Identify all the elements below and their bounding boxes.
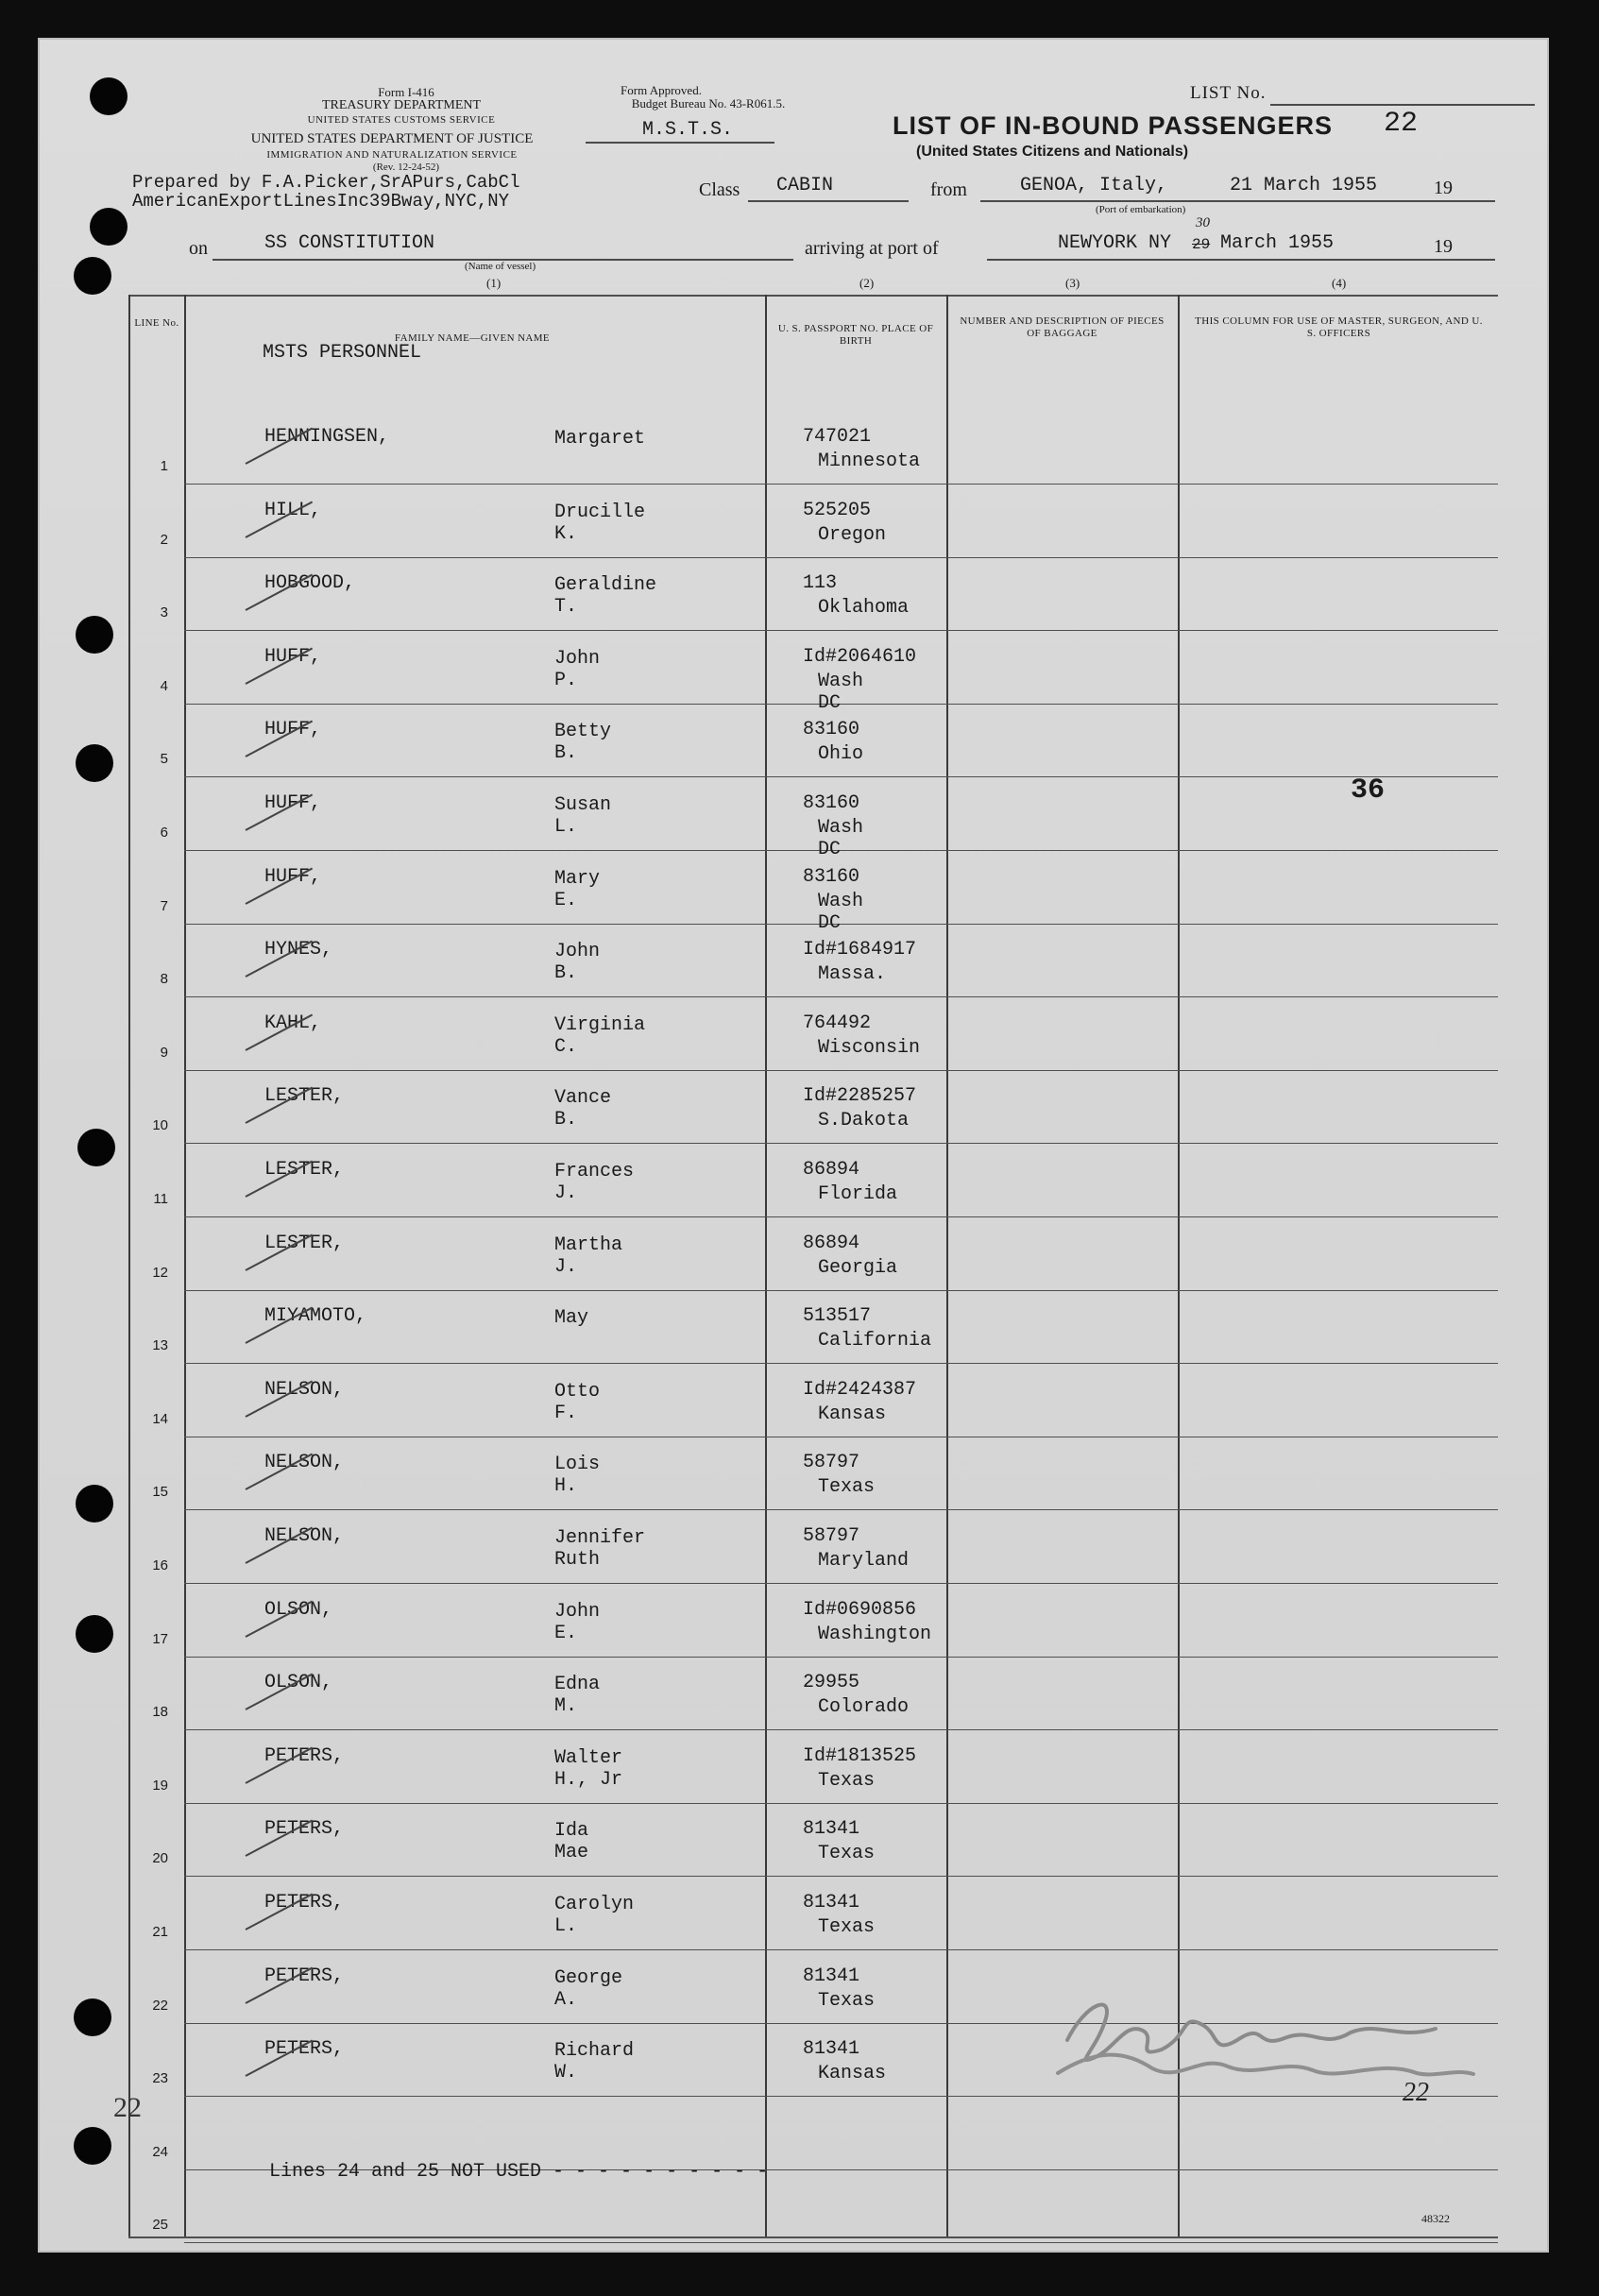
- row-divider: [184, 1509, 1498, 1510]
- col-num-2: (2): [859, 276, 875, 290]
- family-name: MIYAMOTO,: [264, 1305, 367, 1328]
- form-revision: (Rev. 12-24-52): [372, 162, 440, 173]
- punch-hole: [76, 1615, 113, 1653]
- passport-number: 747021: [803, 426, 872, 448]
- family-name: NELSON,: [264, 1378, 345, 1401]
- given-name: Lois H.: [554, 1454, 601, 1498]
- col-num-3: (3): [1065, 276, 1080, 290]
- passport-number: 525205: [803, 499, 872, 521]
- document-subtitle: (United States Citizens and Nationals): [916, 144, 1189, 160]
- line-number: 14: [152, 1410, 168, 1427]
- row-divider: [184, 1729, 1498, 1730]
- given-name: Richard W.: [554, 2040, 635, 2084]
- row-divider: [184, 1143, 1498, 1144]
- place-of-birth: Maryland: [818, 1550, 910, 1572]
- col-num-4: (4): [1332, 276, 1347, 290]
- given-name: John P.: [554, 647, 601, 691]
- row-divider: [184, 1363, 1498, 1364]
- col-header-passport: U. S. PASSPORT NO. PLACE OF BIRTH: [777, 323, 934, 347]
- passport-number: Id#1684917: [803, 939, 917, 961]
- line-number: 12: [152, 1264, 168, 1281]
- line-number: 5: [160, 751, 168, 768]
- document-title: LIST OF IN-BOUND PASSENGERS: [893, 111, 1334, 140]
- row-divider: [184, 1216, 1498, 1217]
- family-name: PETERS,: [264, 1744, 345, 1767]
- treasury-dept: TREASURY DEPARTMENT: [321, 98, 482, 112]
- class-value: CABIN: [776, 175, 834, 196]
- family-name: PETERS,: [264, 1964, 345, 1987]
- family-name: HUFF,: [264, 865, 322, 888]
- group-heading: MSTS PERSONNEL: [263, 342, 422, 364]
- line-number: 22: [152, 1997, 168, 2014]
- given-name: Otto F.: [554, 1380, 601, 1424]
- place-of-birth: Wisconsin: [818, 1036, 921, 1059]
- col-divider-name: [765, 295, 767, 2236]
- line-number: 8: [160, 971, 168, 988]
- list-no-line: [1270, 104, 1535, 106]
- class-line: [748, 200, 909, 202]
- line-number: 15: [152, 1484, 168, 1501]
- row-divider: [184, 1070, 1498, 1071]
- line-number: 25: [152, 2217, 168, 2234]
- prepared-by: Prepared by F.A.Picker,SrAPurs,CabCl: [132, 172, 520, 193]
- row-divider: [184, 630, 1498, 631]
- given-name: Martha J.: [554, 1233, 623, 1278]
- place-of-birth: S.Dakota: [818, 1110, 910, 1132]
- table-left-border: [128, 295, 130, 2236]
- place-of-birth: Washington: [818, 1623, 932, 1645]
- punch-hole: [76, 744, 113, 782]
- line-number: 9: [160, 1044, 168, 1061]
- arrival-date: March 1955: [1220, 232, 1335, 254]
- passport-number: 29955: [803, 1672, 860, 1694]
- row-divider: [184, 1949, 1498, 1950]
- family-name: PETERS,: [264, 2038, 345, 2061]
- passport-number: 83160: [803, 719, 860, 741]
- family-name: HUFF,: [264, 792, 322, 814]
- place-of-birth: Florida: [818, 1183, 898, 1205]
- punch-hole: [76, 1485, 113, 1522]
- given-name: Drucille K.: [554, 501, 646, 545]
- line-number: 4: [160, 677, 168, 694]
- row-divider: [184, 557, 1498, 558]
- passport-number: 58797: [803, 1525, 860, 1547]
- officer-signature: [1039, 1983, 1492, 2087]
- given-name: Vance B.: [554, 1087, 612, 1131]
- margin-page-mark: 22: [113, 2092, 142, 2123]
- given-name: John B.: [554, 941, 601, 985]
- document-page: [38, 38, 1549, 2253]
- punch-hole: [76, 616, 113, 654]
- row-divider: [184, 2242, 1498, 2243]
- given-name: Carolyn L.: [554, 1894, 635, 1937]
- arriving-port: NEWYORK NY: [1058, 232, 1172, 254]
- passport-number: Id#2424387: [803, 1378, 917, 1401]
- arrival-year-suffix: 19: [1434, 236, 1453, 257]
- arriving-line: [987, 259, 1495, 261]
- punch-hole: [74, 2127, 111, 2165]
- prepared-by-company: AmericanExportLinesInc39Bway,NYC,NY: [132, 191, 510, 212]
- punch-hole: [90, 208, 128, 246]
- place-of-birth: Kansas: [818, 1403, 887, 1425]
- from-port: GENOA, Italy,: [1020, 175, 1168, 196]
- given-name: Frances J.: [554, 1161, 635, 1204]
- row-divider: [184, 1657, 1498, 1658]
- passport-number: 81341: [803, 1818, 860, 1841]
- family-name: HOBGOOD,: [264, 572, 356, 595]
- place-of-birth: Ohio: [818, 743, 864, 766]
- row-divider: [184, 1803, 1498, 1804]
- place-of-birth: Georgia: [818, 1256, 898, 1279]
- col-header-baggage: NUMBER AND DESCRIPTION OF PIECES OF BAGGAGE: [960, 315, 1165, 339]
- given-name: Ida Mae: [554, 1820, 589, 1864]
- arrival-day-struck: 29: [1192, 236, 1211, 253]
- given-name: John E.: [554, 1600, 601, 1644]
- customs-service: UNITED STATES CUSTOMS SERVICE: [307, 114, 496, 126]
- given-name: Jennifer Ruth: [554, 1527, 646, 1571]
- line-number: 11: [153, 1191, 168, 1207]
- given-name: Virginia C.: [554, 1013, 646, 1058]
- line-number: 21: [152, 1924, 168, 1940]
- line-number: 19: [152, 1777, 168, 1794]
- passport-number: Id#1813525: [803, 1744, 917, 1767]
- place-of-birth: Oklahoma: [818, 597, 910, 620]
- punch-hole: [74, 1998, 111, 2036]
- col-header-name: FAMILY NAME—GIVEN NAME: [394, 332, 551, 344]
- line-number: 17: [152, 1630, 168, 1647]
- place-of-birth: Texas: [818, 1916, 876, 1938]
- line-number: 3: [160, 604, 168, 621]
- from-date: 21 March 1955: [1230, 175, 1378, 196]
- given-name: Edna M.: [554, 1674, 601, 1718]
- line-number: 6: [160, 825, 168, 841]
- line-number: 16: [152, 1557, 168, 1573]
- passport-number: 58797: [803, 1452, 860, 1474]
- signature-mark: 22: [1403, 2078, 1429, 2107]
- passport-number: Id#2064610: [803, 645, 917, 668]
- port-embark-note: (Port of embarkation): [1096, 204, 1186, 215]
- line-number: 7: [160, 897, 168, 914]
- punch-hole: [77, 1129, 115, 1166]
- family-name: NELSON,: [264, 1452, 345, 1474]
- col-header-officers: THIS COLUMN FOR USE OF MASTER, SURGEON, AND U. S. OFFICERS: [1195, 315, 1483, 339]
- budget-bureau: Budget Bureau No. 43-R061.5.: [631, 96, 786, 111]
- line-number: 10: [152, 1117, 168, 1134]
- col-divider-baggage: [1178, 295, 1180, 2236]
- place-of-birth: Colorado: [818, 1696, 910, 1719]
- col-divider-passport: [946, 295, 948, 2236]
- list-no-label: LIST No.: [1190, 83, 1267, 103]
- passport-number: 86894: [803, 1232, 860, 1254]
- passport-number: 83160: [803, 792, 860, 814]
- place-of-birth: Kansas: [818, 2063, 887, 2085]
- form-code: 48322: [1421, 2212, 1450, 2225]
- vessel-note: (Name of vessel): [465, 261, 536, 272]
- row-divider: [184, 1876, 1498, 1877]
- family-name: OLSON,: [264, 1598, 333, 1621]
- family-name: LESTER,: [264, 1085, 345, 1108]
- line-number: 18: [152, 1704, 168, 1721]
- col-divider-line-no: [184, 295, 186, 2236]
- list-number: 22: [1384, 108, 1419, 140]
- row-divider: [184, 1290, 1498, 1291]
- row-divider: [184, 2096, 1498, 2097]
- family-name: HYNES,: [264, 939, 333, 961]
- family-name: PETERS,: [264, 1892, 345, 1913]
- col-header-line-no: LINE No.: [134, 317, 179, 329]
- count-stamp: 36: [1351, 774, 1386, 807]
- passport-number: 81341: [803, 1892, 860, 1913]
- line-number: 1: [160, 458, 168, 474]
- line-number: 20: [152, 1850, 168, 1867]
- given-name: Mary E.: [554, 867, 601, 911]
- row-divider: [184, 776, 1498, 777]
- family-name: HUFF,: [264, 645, 322, 668]
- arriving-label: arriving at port of: [805, 238, 939, 259]
- family-name: KAHL,: [264, 1012, 322, 1034]
- from-year-suffix: 19: [1434, 178, 1453, 198]
- ins-service: IMMIGRATION AND NATURALIZATION SERVICE: [266, 149, 518, 161]
- row-divider: [184, 1583, 1498, 1584]
- given-name: May: [554, 1307, 589, 1330]
- place-of-birth: Massa.: [818, 963, 887, 986]
- family-name: LESTER,: [264, 1232, 345, 1254]
- passport-number: 113: [803, 572, 838, 595]
- given-name: Geraldine T.: [554, 574, 657, 619]
- on-label: on: [189, 238, 208, 259]
- passport-number: Id#0690856: [803, 1598, 917, 1621]
- family-name: HENNINGSEN,: [264, 426, 390, 448]
- given-name: Susan L.: [554, 794, 612, 838]
- place-of-birth: Texas: [818, 1476, 876, 1499]
- place-of-birth: Oregon: [818, 523, 887, 546]
- family-name: NELSON,: [264, 1525, 345, 1547]
- given-name: Betty B.: [554, 721, 612, 765]
- arrival-day-correction: 30: [1196, 215, 1210, 230]
- row-divider: [184, 484, 1498, 485]
- msts-stamp: M.S.T.S.: [642, 119, 734, 141]
- given-name: Walter H., Jr: [554, 1746, 623, 1791]
- place-of-birth: Texas: [818, 1769, 876, 1792]
- passport-number: Id#2285257: [803, 1085, 917, 1108]
- family-name: OLSON,: [264, 1672, 333, 1694]
- place-of-birth: Wash DC: [818, 670, 864, 714]
- punch-hole: [74, 257, 111, 295]
- vessel-name: SS CONSTITUTION: [264, 232, 435, 254]
- row-divider: [184, 996, 1498, 997]
- table-top-border: [128, 295, 1498, 297]
- table-bottom-border: [128, 2236, 1498, 2238]
- place-of-birth: Wash DC: [818, 890, 864, 934]
- place-of-birth: Texas: [818, 1989, 876, 2012]
- from-label: from: [930, 179, 967, 200]
- form-number: Form I-416: [378, 85, 434, 99]
- line-number: 24: [152, 2143, 168, 2160]
- place-of-birth: Minnesota: [818, 451, 921, 472]
- family-name: PETERS,: [264, 1818, 345, 1841]
- justice-dept: UNITED STATES DEPARTMENT OF JUSTICE: [250, 131, 534, 146]
- passport-number: 513517: [803, 1305, 872, 1328]
- col-num-1: (1): [486, 276, 502, 290]
- class-label: Class: [699, 179, 740, 200]
- msts-underline: [586, 142, 774, 144]
- place-of-birth: Wash DC: [818, 817, 864, 860]
- form-approved: Form Approved.: [621, 83, 702, 97]
- from-line: [980, 200, 1495, 202]
- family-name: HUFF,: [264, 719, 322, 741]
- line-number: 13: [152, 1337, 168, 1354]
- passport-number: 86894: [803, 1159, 860, 1181]
- unused-lines-note: Lines 24 and 25 NOT USED - - - - - - - - - -: [269, 2161, 769, 2183]
- family-name: HILL,: [264, 499, 322, 521]
- passport-number: 81341: [803, 1964, 860, 1987]
- punch-hole: [90, 77, 128, 115]
- place-of-birth: Texas: [818, 1843, 876, 1865]
- given-name: Margaret: [554, 428, 646, 450]
- place-of-birth: California: [818, 1330, 932, 1352]
- passport-number: 81341: [803, 2038, 860, 2061]
- line-number: 2: [160, 531, 168, 548]
- passport-number: 764492: [803, 1012, 872, 1034]
- passport-number: 83160: [803, 865, 860, 888]
- family-name: LESTER,: [264, 1159, 345, 1181]
- line-number: 23: [152, 2070, 168, 2087]
- given-name: George A.: [554, 1966, 623, 2011]
